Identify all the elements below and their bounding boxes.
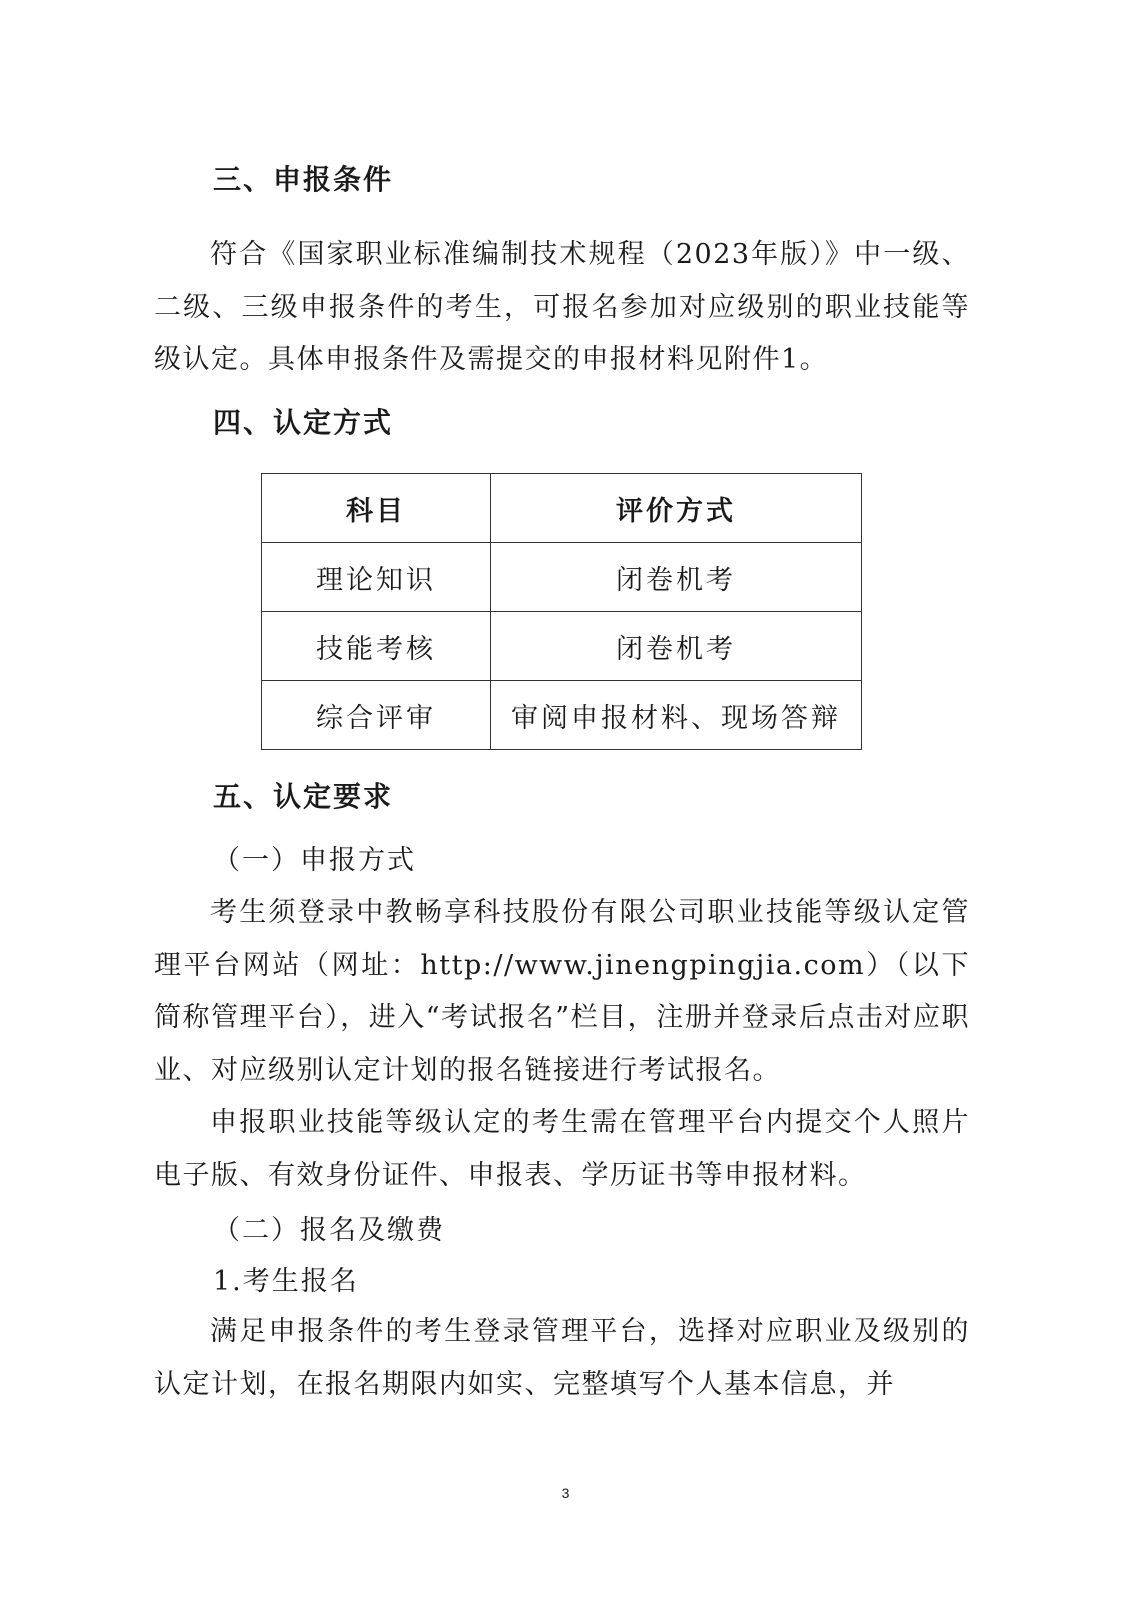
paragraph-materials: 申报职业技能等级认定的考生需在管理平台内提交个人照片电子版、有效身份证件、申报表、学历证书等申报材料。	[154, 1107, 970, 1191]
subheading-candidate-registration: 1.考生报名	[213, 1266, 359, 1297]
paragraph-register: 满足申报条件的考生登录管理平台，选择对应职业及级别的认定计划，在报名期限内如实、完整填写个人基本信息，并	[154, 1316, 970, 1400]
table-header-cell: 评价方式	[491, 474, 862, 543]
section-heading-5: 五、认定要求	[213, 780, 394, 813]
page-number: 3	[561, 1485, 570, 1501]
section-heading-3: 三、申报条件	[213, 163, 394, 196]
table-cell: 技能考核	[262, 612, 491, 681]
table-cell: 审阅申报材料、现场答辩	[491, 681, 862, 750]
table-cell: 综合评审	[262, 681, 491, 750]
assessment-method-table	[261, 473, 862, 750]
table-cell: 闭卷机考	[491, 543, 862, 612]
section-3-paragraph: 符合《国家职业标准编制技术规程（2023年版）》中一级、二级、三级申报条件的考生，可报名参加对应级别的职业技能等级认定。具体申报条件及需提交的申报材料见附件1。	[154, 239, 970, 375]
table-header-cell: 科目	[262, 474, 491, 543]
table-cell: 闭卷机考	[491, 612, 862, 681]
table-row	[262, 681, 862, 750]
table-row	[262, 543, 862, 612]
subheading-registration-payment: （二）报名及缴费	[213, 1215, 445, 1246]
table-row	[262, 612, 862, 681]
table-cell: 理论知识	[262, 543, 491, 612]
section-heading-4: 四、认定方式	[213, 406, 394, 439]
subheading-application-method: （一）申报方式	[213, 845, 416, 876]
paragraph-online-registration: 考生须登录中教畅享科技股份有限公司职业技能等级认定管理平台网站（网址：http://www.jinengpingjia.com）（以下简称管理平台），进入“考试报名”栏目，注册并登录后点击对应职业、对应级别认定计划的报名链接进行考试报名。	[154, 897, 970, 1086]
table-header-row	[262, 474, 862, 543]
